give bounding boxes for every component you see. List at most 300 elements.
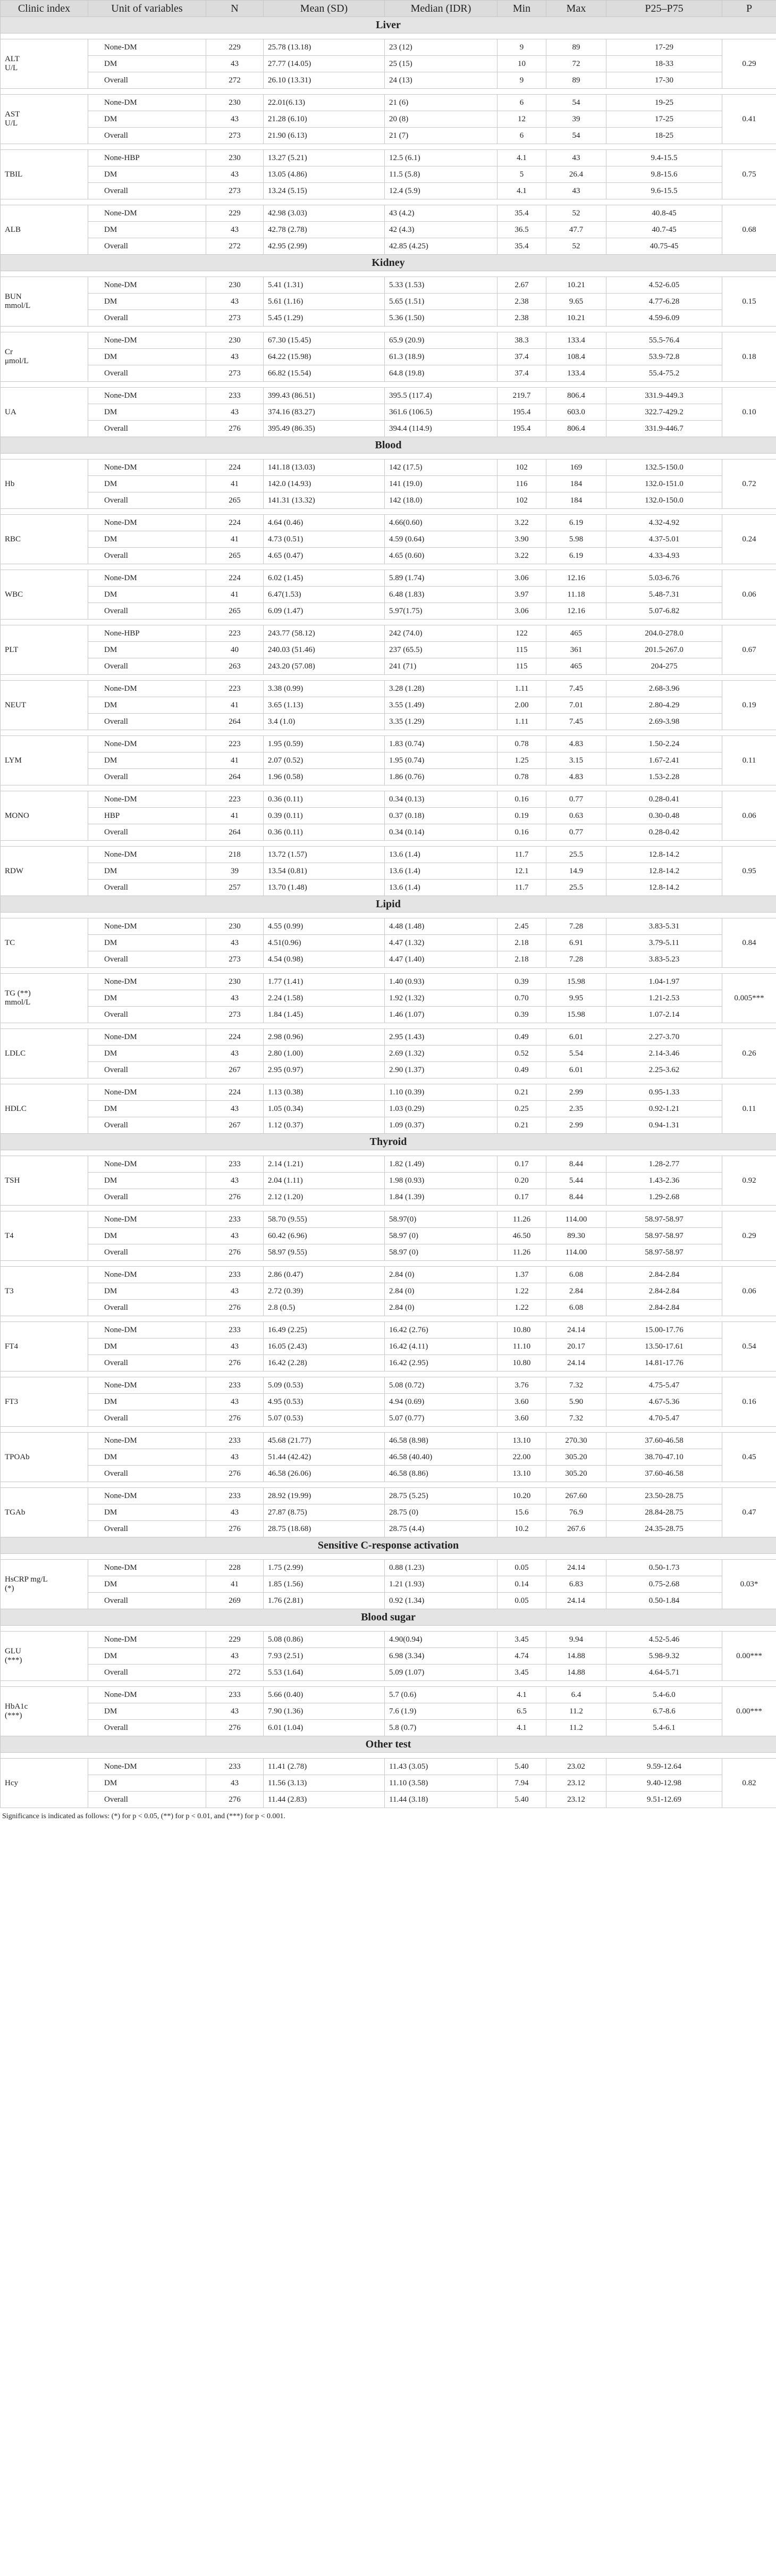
table-cell: 2.27-3.70 xyxy=(606,1029,722,1046)
section-header xyxy=(1,1736,776,1753)
table-cell: Overall xyxy=(88,1355,206,1371)
clinic-index-name: HDLC xyxy=(1,1084,88,1134)
table-cell: None-DM xyxy=(88,1488,206,1504)
table-cell: 11.18 xyxy=(546,587,606,603)
table-row xyxy=(1,697,776,714)
table-cell: 142 (18.0) xyxy=(385,492,497,509)
table-cell: 0.17 xyxy=(497,1189,546,1206)
table-cell: 0.94-1.31 xyxy=(606,1117,722,1134)
table-cell: 4.94 (0.69) xyxy=(385,1394,497,1410)
table-cell: None-DM xyxy=(88,974,206,990)
table-cell: 2.07 (0.52) xyxy=(264,752,385,769)
table-cell: 11.10 xyxy=(497,1339,546,1355)
table-cell: 8.44 xyxy=(546,1189,606,1206)
table-cell: 272 xyxy=(206,72,264,89)
table-cell: 3.79-5.11 xyxy=(606,935,722,951)
p-value: 0.29 xyxy=(722,39,776,89)
spacer-row xyxy=(1,271,776,277)
table-cell: Overall xyxy=(88,310,206,327)
table-cell: 3.22 xyxy=(497,515,546,531)
table-cell: 273 xyxy=(206,1007,264,1023)
table-cell: 6.7-8.6 xyxy=(606,1703,722,1720)
table-cell: 4.65 (0.47) xyxy=(264,548,385,564)
table-cell: 133.4 xyxy=(546,332,606,349)
table-cell: 64.22 (15.98) xyxy=(264,349,385,365)
table-cell: 265 xyxy=(206,492,264,509)
table-cell: 276 xyxy=(206,1410,264,1427)
table-cell: 72 xyxy=(546,56,606,72)
table-cell: None-HBP xyxy=(88,150,206,166)
table-row xyxy=(1,476,776,492)
table-row xyxy=(1,349,776,365)
clinic-index-name: HsCRP mg/L (*) xyxy=(1,1560,88,1609)
table-cell: 1.05 (0.34) xyxy=(264,1101,385,1117)
table-cell: None-DM xyxy=(88,1632,206,1648)
table-cell: 2.84 (0) xyxy=(385,1267,497,1283)
table-cell: 6.5 xyxy=(497,1703,546,1720)
table-cell: 58.97-58.97 xyxy=(606,1244,722,1261)
table-cell: None-DM xyxy=(88,681,206,697)
table-cell: 0.70 xyxy=(497,990,546,1007)
table-cell: 122 xyxy=(497,625,546,642)
table-cell: 10.80 xyxy=(497,1355,546,1371)
table-cell: 0.28-0.41 xyxy=(606,791,722,808)
table-cell: 4.67-5.36 xyxy=(606,1394,722,1410)
p-value: 0.16 xyxy=(722,1377,776,1427)
table-cell: 7.93 (2.51) xyxy=(264,1648,385,1665)
clinic-index-name: UA xyxy=(1,388,88,437)
table-cell: 0.14 xyxy=(497,1576,546,1593)
spacer-cell xyxy=(1,34,776,39)
table-cell: 394.4 (114.9) xyxy=(385,421,497,437)
table-row xyxy=(1,824,776,841)
table-cell: 37.4 xyxy=(497,365,546,382)
table-cell: 242 (74.0) xyxy=(385,625,497,642)
spacer-row xyxy=(1,730,776,736)
table-cell: 4.1 xyxy=(497,183,546,199)
table-cell: 43 xyxy=(206,1775,264,1792)
table-cell: 25 (15) xyxy=(385,56,497,72)
table-cell: 276 xyxy=(206,421,264,437)
table-cell: 5.45 (1.29) xyxy=(264,310,385,327)
column-header: Mean (SD) xyxy=(264,1,385,17)
table-cell: 12.1 xyxy=(497,863,546,880)
spacer-row xyxy=(1,1371,776,1377)
spacer-row xyxy=(1,1753,776,1759)
table-cell: 55.5-76.4 xyxy=(606,332,722,349)
table-cell: 230 xyxy=(206,95,264,111)
table-cell: 43 xyxy=(206,56,264,72)
table-cell: 9.95 xyxy=(546,990,606,1007)
table-cell: 184 xyxy=(546,492,606,509)
table-cell: 89 xyxy=(546,39,606,56)
table-cell: DM xyxy=(88,752,206,769)
table-cell: 7.45 xyxy=(546,681,606,697)
spacer-row xyxy=(1,1316,776,1322)
table-cell: 5.09 (0.53) xyxy=(264,1377,385,1394)
table-cell: 267.60 xyxy=(546,1488,606,1504)
table-cell: None-DM xyxy=(88,1156,206,1173)
table-cell: 233 xyxy=(206,1433,264,1449)
table-cell: 1.82 (1.49) xyxy=(385,1156,497,1173)
table-cell: 267.6 xyxy=(546,1521,606,1537)
table-row xyxy=(1,1576,776,1593)
table-cell: 9.40-12.98 xyxy=(606,1775,722,1792)
table-cell: 0.05 xyxy=(497,1560,546,1576)
p-value: 0.84 xyxy=(722,918,776,968)
spacer-cell xyxy=(1,620,776,625)
table-row xyxy=(1,1593,776,1609)
clinic-index-name: ALT U/L xyxy=(1,39,88,89)
table-cell: 9.8-15.6 xyxy=(606,166,722,183)
table-row xyxy=(1,1410,776,1427)
table-cell: 1.75 (2.99) xyxy=(264,1560,385,1576)
table-cell: 16.49 (2.25) xyxy=(264,1322,385,1339)
table-cell: None-DM xyxy=(88,736,206,752)
clinic-index-name: TBIL xyxy=(1,150,88,199)
table-cell: 67.30 (15.45) xyxy=(264,332,385,349)
clinic-index-name: Hb xyxy=(1,459,88,509)
table-cell: 53.9-72.8 xyxy=(606,349,722,365)
table-cell: 7.28 xyxy=(546,951,606,968)
p-value: 0.19 xyxy=(722,681,776,730)
table-cell: 276 xyxy=(206,1466,264,1482)
table-cell: 6.08 xyxy=(546,1267,606,1283)
table-cell: 11.43 (3.05) xyxy=(385,1759,497,1775)
table-cell: 114.00 xyxy=(546,1244,606,1261)
table-cell: 11.2 xyxy=(546,1720,606,1736)
table-cell: 331.9-446.7 xyxy=(606,421,722,437)
spacer-cell xyxy=(1,1316,776,1322)
table-cell: 233 xyxy=(206,388,264,404)
table-cell: 9.51-12.69 xyxy=(606,1792,722,1808)
table-cell: 233 xyxy=(206,1211,264,1228)
table-cell: 2.95 (0.97) xyxy=(264,1062,385,1078)
table-cell: Overall xyxy=(88,1410,206,1427)
table-cell: 1.53-2.28 xyxy=(606,769,722,785)
table-row xyxy=(1,1720,776,1736)
table-cell: 3.45 xyxy=(497,1632,546,1648)
table-cell: DM xyxy=(88,1173,206,1189)
table-cell: 24.14 xyxy=(546,1593,606,1609)
table-cell: 39 xyxy=(206,863,264,880)
table-cell: 5.03-6.76 xyxy=(606,570,722,587)
table-cell: 23 (12) xyxy=(385,39,497,56)
table-cell: DM xyxy=(88,476,206,492)
table-cell: 21.28 (6.10) xyxy=(264,111,385,128)
table-row xyxy=(1,72,776,89)
table-cell: 5.08 (0.86) xyxy=(264,1632,385,1648)
table-cell: 276 xyxy=(206,1244,264,1261)
spacer-cell xyxy=(1,1427,776,1433)
table-cell: 115 xyxy=(497,642,546,658)
p-value: 0.005*** xyxy=(722,974,776,1023)
table-cell: 13.05 (4.86) xyxy=(264,166,385,183)
spacer-row xyxy=(1,1554,776,1560)
table-cell: Overall xyxy=(88,1792,206,1808)
table-cell: 0.75-2.68 xyxy=(606,1576,722,1593)
table-row xyxy=(1,808,776,824)
table-cell: 14.88 xyxy=(546,1665,606,1681)
p-value: 0.24 xyxy=(722,515,776,564)
table-cell: 224 xyxy=(206,1029,264,1046)
table-cell: 257 xyxy=(206,880,264,896)
table-cell: 6.4 xyxy=(546,1687,606,1703)
table-row xyxy=(1,570,776,587)
p-value: 0.54 xyxy=(722,1322,776,1371)
table-cell: None-DM xyxy=(88,1084,206,1101)
column-header: P xyxy=(722,1,776,17)
table-cell: 54 xyxy=(546,95,606,111)
table-cell: 3.45 xyxy=(497,1665,546,1681)
table-cell: None-DM xyxy=(88,459,206,476)
table-cell: Overall xyxy=(88,1521,206,1537)
table-cell: 37.60-46.58 xyxy=(606,1433,722,1449)
table-cell: 1.07-2.14 xyxy=(606,1007,722,1023)
table-cell: None-DM xyxy=(88,570,206,587)
table-cell: 11.10 (3.58) xyxy=(385,1775,497,1792)
table-cell: 1.11 xyxy=(497,681,546,697)
table-row xyxy=(1,1703,776,1720)
spacer-row xyxy=(1,1261,776,1267)
table-cell: 5.41 (1.31) xyxy=(264,277,385,294)
table-row xyxy=(1,1244,776,1261)
table-cell: 5.44 xyxy=(546,1173,606,1189)
column-header: Unit of variables xyxy=(88,1,206,17)
spacer-cell xyxy=(1,382,776,388)
table-row xyxy=(1,863,776,880)
table-row xyxy=(1,1300,776,1316)
table-cell: None-DM xyxy=(88,1433,206,1449)
table-row xyxy=(1,111,776,128)
clinic-index-name: Hcy xyxy=(1,1759,88,1808)
table-row xyxy=(1,642,776,658)
table-cell: 1.95 (0.59) xyxy=(264,736,385,752)
table-cell: 5.7 (0.6) xyxy=(385,1687,497,1703)
table-cell: 133.4 xyxy=(546,365,606,382)
table-cell: DM xyxy=(88,1775,206,1792)
table-cell: 265 xyxy=(206,603,264,620)
table-cell: 6.02 (1.45) xyxy=(264,570,385,587)
table-row xyxy=(1,365,776,382)
table-cell: 2.24 (1.58) xyxy=(264,990,385,1007)
table-cell: 21 (6) xyxy=(385,95,497,111)
spacer-cell xyxy=(1,1482,776,1488)
table-cell: 1.76 (2.81) xyxy=(264,1593,385,1609)
spacer-cell xyxy=(1,144,776,150)
table-cell: Overall xyxy=(88,1665,206,1681)
section-title: Other test xyxy=(1,1736,776,1753)
table-cell: 237 (65.5) xyxy=(385,642,497,658)
table-cell: 3.15 xyxy=(546,752,606,769)
table-cell: 12.16 xyxy=(546,570,606,587)
table-cell: 89 xyxy=(546,72,606,89)
table-cell: 1.50-2.24 xyxy=(606,736,722,752)
table-cell: 1.43-2.36 xyxy=(606,1173,722,1189)
table-cell: 1.12 (0.37) xyxy=(264,1117,385,1134)
table-cell: 4.75-5.47 xyxy=(606,1377,722,1394)
table-row xyxy=(1,1211,776,1228)
table-cell: 39 xyxy=(546,111,606,128)
table-cell: 4.33-4.93 xyxy=(606,548,722,564)
table-cell: 223 xyxy=(206,736,264,752)
spacer-row xyxy=(1,327,776,332)
table-cell: DM xyxy=(88,1228,206,1244)
table-cell: Overall xyxy=(88,1062,206,1078)
table-cell: Overall xyxy=(88,1007,206,1023)
table-row xyxy=(1,1173,776,1189)
table-cell: 19-25 xyxy=(606,95,722,111)
table-cell: 6.83 xyxy=(546,1576,606,1593)
spacer-row xyxy=(1,1150,776,1156)
table-cell: 195.4 xyxy=(497,421,546,437)
table-cell: 4.64 (0.46) xyxy=(264,515,385,531)
table-cell: 6.01 xyxy=(546,1029,606,1046)
table-cell: 11.41 (2.78) xyxy=(264,1759,385,1775)
spacer-cell xyxy=(1,1023,776,1029)
table-cell: None-DM xyxy=(88,1267,206,1283)
table-cell: 2.84 (0) xyxy=(385,1300,497,1316)
table-cell: 1.21-2.53 xyxy=(606,990,722,1007)
table-cell: 273 xyxy=(206,310,264,327)
table-cell: 204-275 xyxy=(606,658,722,675)
table-cell: 243.20 (57.08) xyxy=(264,658,385,675)
table-cell: Overall xyxy=(88,769,206,785)
table-cell: 5 xyxy=(497,166,546,183)
table-cell: None-DM xyxy=(88,1211,206,1228)
table-cell: 2.99 xyxy=(546,1117,606,1134)
table-cell: 42 (4.3) xyxy=(385,222,497,238)
table-cell: 3.83-5.23 xyxy=(606,951,722,968)
table-row xyxy=(1,1504,776,1521)
clinic-index-name: TC xyxy=(1,918,88,968)
table-cell: 7.6 (1.9) xyxy=(385,1703,497,1720)
table-cell: 7.45 xyxy=(546,714,606,730)
table-cell: 5.66 (0.40) xyxy=(264,1687,385,1703)
table-cell: 361 xyxy=(546,642,606,658)
table-row xyxy=(1,421,776,437)
table-cell: 272 xyxy=(206,238,264,255)
table-cell: 4.37-5.01 xyxy=(606,531,722,548)
spacer-row xyxy=(1,1023,776,1029)
table-cell: Overall xyxy=(88,128,206,144)
table-cell: 0.63 xyxy=(546,808,606,824)
header-row xyxy=(1,1,776,17)
table-cell: 3.22 xyxy=(497,548,546,564)
table-cell: 13.6 (1.4) xyxy=(385,863,497,880)
table-cell: 1.83 (0.74) xyxy=(385,736,497,752)
table-cell: 42.95 (2.99) xyxy=(264,238,385,255)
table-cell: DM xyxy=(88,935,206,951)
clinic-index-name: AST U/L xyxy=(1,95,88,144)
table-cell: DM xyxy=(88,166,206,183)
table-cell: 22.00 xyxy=(497,1449,546,1466)
spacer-cell xyxy=(1,1371,776,1377)
table-cell: 273 xyxy=(206,128,264,144)
table-row xyxy=(1,918,776,935)
table-cell: 1.67-2.41 xyxy=(606,752,722,769)
table-cell: None-DM xyxy=(88,39,206,56)
table-cell: 16.42 (2.95) xyxy=(385,1355,497,1371)
table-cell: Overall xyxy=(88,492,206,509)
table-cell: 7.01 xyxy=(546,697,606,714)
clinic-index-name: RDW xyxy=(1,847,88,896)
table-cell: 38.3 xyxy=(497,332,546,349)
table-cell: 54 xyxy=(546,128,606,144)
table-cell: 16.42 (2.28) xyxy=(264,1355,385,1371)
table-cell: 806.4 xyxy=(546,388,606,404)
table-row xyxy=(1,681,776,697)
table-cell: 5.54 xyxy=(546,1046,606,1062)
table-cell: 15.00-17.76 xyxy=(606,1322,722,1339)
table-cell: 65.9 (20.9) xyxy=(385,332,497,349)
table-cell: 395.49 (86.35) xyxy=(264,421,385,437)
table-row xyxy=(1,1228,776,1244)
table-cell: DM xyxy=(88,697,206,714)
table-row xyxy=(1,1759,776,1775)
table-cell: 272 xyxy=(206,1665,264,1681)
table-row xyxy=(1,1084,776,1101)
table-row xyxy=(1,1046,776,1062)
column-header: Median (IDR) xyxy=(385,1,497,17)
table-cell: 2.14-3.46 xyxy=(606,1046,722,1062)
table-row xyxy=(1,515,776,531)
table-cell: 5.07 (0.77) xyxy=(385,1410,497,1427)
table-cell: 51.44 (42.42) xyxy=(264,1449,385,1466)
table-cell: 11.26 xyxy=(497,1211,546,1228)
table-cell: 17-29 xyxy=(606,39,722,56)
table-cell: 1.04-1.97 xyxy=(606,974,722,990)
table-cell: 3.06 xyxy=(497,603,546,620)
table-cell: 5.4-6.0 xyxy=(606,1687,722,1703)
spacer-row xyxy=(1,564,776,570)
table-cell: 1.86 (0.76) xyxy=(385,769,497,785)
table-cell: 12.8-14.2 xyxy=(606,880,722,896)
table-cell: DM xyxy=(88,531,206,548)
table-cell: 12.5 (6.1) xyxy=(385,150,497,166)
table-cell: 13.72 (1.57) xyxy=(264,847,385,863)
table-cell: None-DM xyxy=(88,918,206,935)
p-value: 0.95 xyxy=(722,847,776,896)
spacer-row xyxy=(1,1626,776,1632)
table-cell: 229 xyxy=(206,205,264,222)
table-cell: 28.75 (4.4) xyxy=(385,1521,497,1537)
table-row xyxy=(1,1322,776,1339)
table-row xyxy=(1,183,776,199)
table-row xyxy=(1,548,776,564)
table-cell: 233 xyxy=(206,1759,264,1775)
table-cell: 6.91 xyxy=(546,935,606,951)
table-row xyxy=(1,1007,776,1023)
table-cell: None-DM xyxy=(88,791,206,808)
clinic-index-name: ALB xyxy=(1,205,88,255)
table-cell: DM xyxy=(88,642,206,658)
table-cell: 24 (13) xyxy=(385,72,497,89)
spacer-row xyxy=(1,913,776,918)
table-cell: 4.73 (0.51) xyxy=(264,531,385,548)
table-cell: DM xyxy=(88,111,206,128)
table-cell: 1.96 (0.58) xyxy=(264,769,385,785)
table-cell: 465 xyxy=(546,625,606,642)
table-cell: 43 xyxy=(206,1046,264,1062)
p-value: 0.00*** xyxy=(722,1632,776,1681)
table-cell: 42.98 (3.03) xyxy=(264,205,385,222)
spacer-cell xyxy=(1,509,776,515)
table-cell: 0.39 xyxy=(497,974,546,990)
table-row xyxy=(1,974,776,990)
table-cell: 0.95-1.33 xyxy=(606,1084,722,1101)
p-value: 0.00*** xyxy=(722,1687,776,1736)
